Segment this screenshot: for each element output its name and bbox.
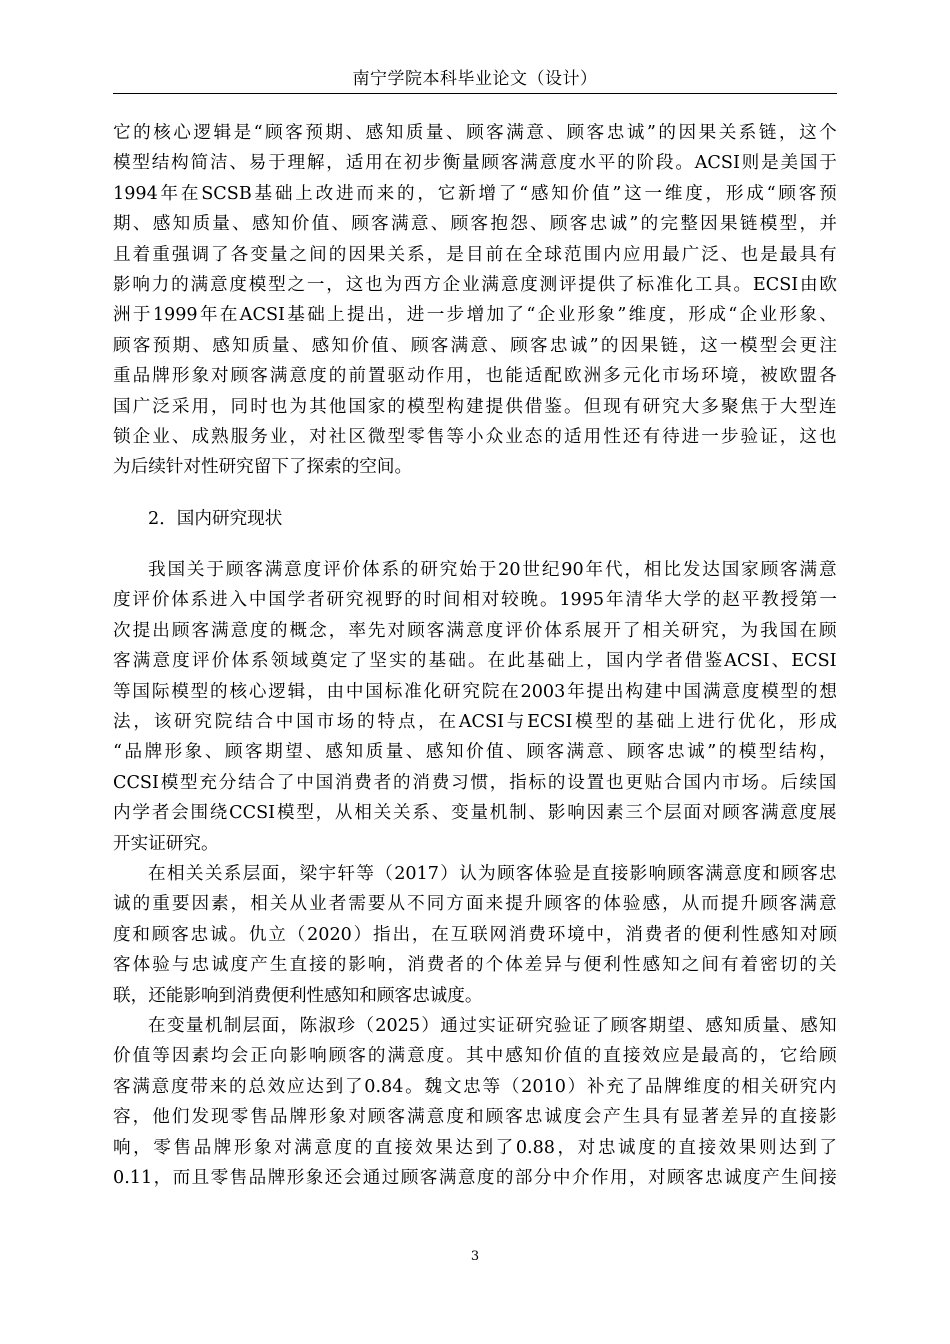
text-line: 客 满 意 度 带 来 的 总 效 应 达 到 了 0.84 。 魏 文 忠 等 （ 2010 ） 补 充 了 品 牌 维 度 的 相 关 研 究 内 (113, 1076, 837, 1097)
text-line: 容 ， 他 们 发 现 零 售 品 牌 形 象 对 顾 客 满 意 度 和 顾 客 忠 诚 度 会 产 生 具 有 显 著 差 异 的 直 接 影 (113, 1107, 837, 1128)
text-line: 响 ， 零 售 品 牌 形 象 对 满 意 度 的 直 接 效 果 达 到 了 0.88 ， 对 忠 诚 度 的 直 接 效 果 则 达 到 了 (113, 1137, 837, 1158)
text-line: 度 评 价 体 系 进 入 中 国 学 者 研 究 视 野 的 时 间 相 对 较 晚 。 1995 年 清 华 大 学 的 赵 平 教 授 第 一 (113, 590, 837, 611)
paragraph (113, 859, 837, 1011)
text-line: 它 的 核 心 逻 辑 是 “ 顾 客 预 期 、 感 知 质 量 、 顾 客 满 意 、 顾 客 忠 诚 ” 的 因 果 关 系 链 ， 这 个 (113, 123, 837, 143)
text-line: 影 响 力 的 满 意 度 模 型 之 一 ， 这 也 为 西 方 企 业 满 意 度 测 评 提 供 了 标 准 化 工 具 。 ECSI 由 欧 (113, 274, 837, 295)
text-line: “ 品 牌 形 象 、 顾 客 期 望 、 感 知 质 量 、 感 知 价 值 、 顾 客 满 意 、 顾 客 忠 诚 ” 的 模 型 结 构 ， (113, 742, 837, 763)
header-divider (113, 93, 837, 94)
text-line: 重 品 牌 形 象 对 顾 客 满 意 度 的 前 置 驱 动 作 用 ， 也 能 适 配 欧 洲 多 元 化 市 场 环 境 ， 被 欧 盟 各 (113, 366, 837, 387)
text-line: 期 、 感 知 质 量 、 感 知 价 值 、 顾 客 满 意 、 顾 客 抱 怨 、 顾 客 忠 诚 ” 的 完 整 因 果 链 模 型 ， 并 (113, 214, 837, 235)
text-line: 开实证研究。 (113, 833, 219, 854)
text-line: 内 学 者 会 围 绕 CCSI 模 型 ， 从 相 关 关 系 、 变 量 机 制 、 影 响 因 素 三 个 层 面 对 顾 客 满 意 度 展 (113, 803, 837, 824)
text-line: 次 提 出 顾 客 满 意 度 的 概 念 ， 率 先 对 顾 客 满 意 度 评 价 体 系 展 开 了 相 关 研 究 ， 为 我 国 在 顾 (113, 620, 837, 641)
text-line: 价 值 等 因 素 均 会 正 向 影 响 顾 客 的 满 意 度 。 其 中 感 知 价 值 的 直 接 效 应 是 最 高 的 ， 它 给 顾 (113, 1046, 837, 1067)
text-line: 且 着 重 强 调 了 各 变 量 之 间 的 因 果 关 系 ， 是 目 前 在 全 球 范 围 内 应 用 最 广 泛 、 也 是 最 具 有 (113, 244, 837, 265)
text-line: 在 相 关 关 系 层 面 ， 梁 宇 轩 等 （ 2017 ） 认 为 顾 客 体 验 是 直 接 影 响 顾 客 满 意 度 和 顾 客 忠 (148, 863, 837, 884)
text-line: CCSI 模 型 充 分 结 合 了 中 国 消 费 者 的 消 费 习 惯 ， 指 标 的 设 置 也 更 贴 合 国 内 市 场 。 后 续 国 (113, 772, 837, 793)
document-body (113, 118, 837, 1193)
text-line: 客 体 验 与 忠 诚 度 产 生 直 接 的 影 响 ， 消 费 者 的 个 体 差 异 与 便 利 性 感 知 之 间 有 着 密 切 的 关 (113, 955, 837, 976)
text-line: 为后续针对性研究留下了探索的空间。 (113, 457, 413, 478)
text-line: 0.11 ， 而 且 零 售 品 牌 形 象 还 会 通 过 顾 客 满 意 度 的 部 分 中 介 作 用 ， 对 顾 客 忠 诚 度 产 生 间 接 (113, 1167, 837, 1188)
paragraph (113, 118, 837, 483)
text-line: 洲 于 1999 年 在 ACSI 基 础 上 提 出 ， 进 一 步 增 加 了 “ 企 业 形 象 ” 维 度 ， 形 成 “ 企 业 形 象 、 (113, 305, 837, 326)
page-number: 3 (470, 1249, 480, 1264)
text-line: 在 变 量 机 制 层 面 ， 陈 淑 珍 （ 2025 ） 通 过 实 证 研 究 验 证 了 顾 客 期 望 、 感 知 质 量 、 感 知 (148, 1015, 837, 1036)
text-line: 锁 企 业 、 成 熟 服 务 业 ， 对 社 区 微 型 零 售 等 小 众 业 态 的 适 用 性 还 有 待 进 一 步 验 证 ， 这 也 (113, 426, 837, 447)
text-line: 我 国 关 于 顾 客 满 意 度 评 价 体 系 的 研 究 始 于 20 世 纪 90 年 代 ， 相 比 发 达 国 家 顾 客 满 意 (148, 560, 837, 581)
text-line: 度 和 顾 客 忠 诚 。 仇 立 （ 2020 ） 指 出 ， 在 互 联 网 消 费 环 境 中 ， 消 费 者 的 便 利 性 感 知 对 顾 (113, 924, 837, 945)
text-line: 客 满 意 度 评 价 体 系 领 域 奠 定 了 坚 实 的 基 础 。 在 此 基 础 上 ， 国 内 学 者 借 鉴 ACSI 、 ECSI (113, 651, 837, 672)
text-line: 国 广 泛 采 用 ， 同 时 也 为 其 他 国 家 的 模 型 构 建 提 供 借 鉴 。 但 现 有 研 究 大 多 聚 焦 于 大 型 连 (113, 396, 837, 417)
text-line: 等 国 际 模 型 的 核 心 逻 辑 ， 由 中 国 标 准 化 研 究 院 在 2003 年 提 出 构 建 中 国 满 意 度 模 型 的 想 (113, 681, 837, 702)
text-line: 法 ， 该 研 究 院 结 合 中 国 市 场 的 特 点 ， 在 ACSI 与 ECSI 模 型 的 基 础 上 进 行 优 化 ， 形 成 (113, 712, 837, 733)
text-line: 1994 年 在 SCSB 基 础 上 改 进 而 来 的 ， 它 新 增 了 “ 感 知 价 值 ” 这 一 维 度 ， 形 成 “ 顾 客 预 (113, 183, 837, 204)
page-header: 南宁学院本科毕业论文（设计） (352, 69, 598, 89)
text-line: 诚 的 重 要 因 素 ， 相 关 从 业 者 需 要 从 不 同 方 面 来 提 升 顾 客 的 体 验 感 ， 从 而 提 升 顾 客 满 意 (113, 894, 837, 915)
text-line: 顾 客 预 期 、 感 知 质 量 、 感 知 价 值 、 顾 客 满 意 、 顾 客 忠 诚 ” 的 因 果 链 ， 这 一 模 型 会 更 注 (113, 335, 837, 356)
text-line: 联，还能影响到消费便利性感知和顾客忠诚度。 (113, 985, 483, 1006)
text-line: 模 型 结 构 简 洁 、 易 于 理 解 ， 适 用 在 初 步 衡 量 顾 客 满 意 度 水 平 的 阶 段 。 ACSI 则 是 美 国 于 (113, 153, 837, 174)
paragraph (113, 1011, 837, 1193)
paragraph (113, 555, 837, 859)
section-heading: 2．国内研究现状 (148, 508, 283, 529)
